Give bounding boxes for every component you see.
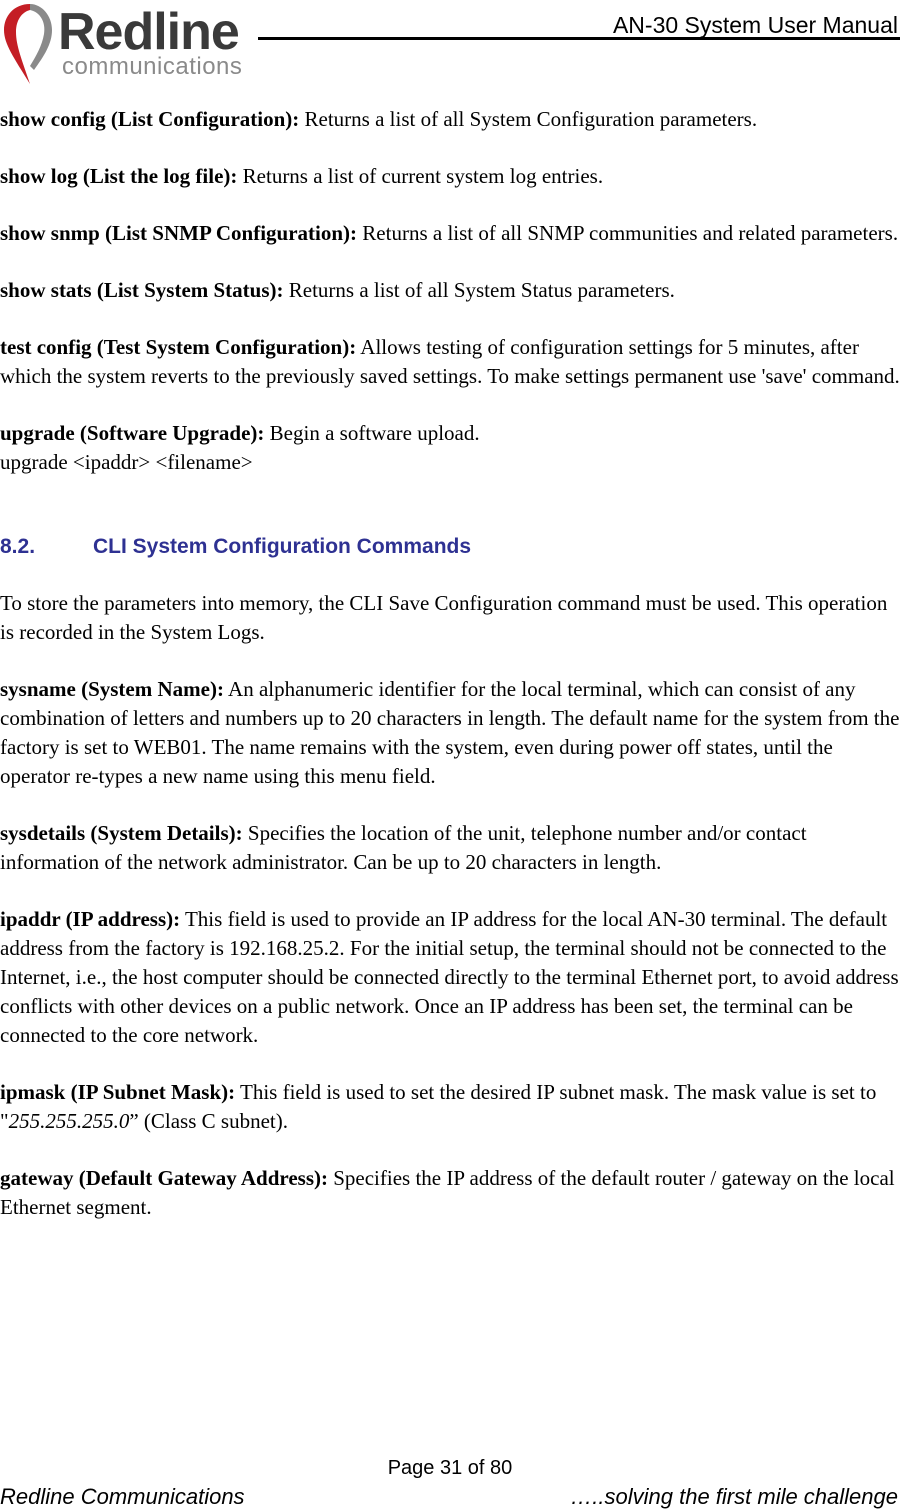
ipmask-value: 255.255.255.0 bbox=[8, 1109, 130, 1133]
entry-gateway bbox=[0, 1164, 900, 1222]
entry-term: show log (List the log file): bbox=[0, 164, 238, 188]
entry-term: show stats (List System Status): bbox=[0, 278, 284, 302]
redline-logo-icon bbox=[0, 0, 60, 90]
entry-show-snmp bbox=[0, 219, 900, 248]
entry-term: ipaddr (IP address): bbox=[0, 907, 181, 931]
entry-show-stats bbox=[0, 276, 900, 305]
entry-text: Allows testing of configuration settings for 5 minutes, after which the system reverts to the previously saved settings. To make settings permanent use 'save' command. bbox=[0, 335, 900, 388]
entry-term: show config (List Configuration): bbox=[0, 107, 300, 131]
footer-company: Redline Communications bbox=[0, 1484, 245, 1509]
entry-sysdetails bbox=[0, 819, 900, 877]
entry-text: Specifies the location of the unit, telephone number and/or contact information of the network administrator. Can be up to 20 characters in length. bbox=[0, 821, 807, 874]
section-number: 8.2. bbox=[0, 535, 36, 558]
logo-wordmark: Redline bbox=[58, 3, 239, 61]
entry-text: Specifies the IP address of the default router / gateway on the local Ethernet segment. bbox=[0, 1166, 895, 1219]
entry-sysname bbox=[0, 675, 900, 791]
entry-text: This field is used to provide an IP address for the local AN-30 terminal. The default address from the factory is 192.168.25.2. For the initial setup, the terminal should not be connected to the Internet, i.e., the host computer should be connected directly to the terminal Ethernet port, to avoid address conflicts with other devices on a public network. Once an IP address has been set, the terminal can be connected to the core network. bbox=[0, 907, 899, 1047]
entry-test-config bbox=[0, 333, 900, 391]
entry-term: sysdetails (System Details): bbox=[0, 821, 243, 845]
section-title: CLI System Configuration Commands bbox=[93, 535, 472, 558]
entry-term: show snmp (List SNMP Configuration): bbox=[0, 221, 358, 245]
entry-show-log bbox=[0, 162, 900, 191]
entry-text: Returns a list of all System Configuration parameters. bbox=[299, 107, 758, 131]
redline-logo bbox=[0, 0, 250, 90]
entry-text-after: ” (Class C subnet). bbox=[129, 1109, 288, 1133]
entry-ipaddr bbox=[0, 905, 900, 1050]
entry-ipmask bbox=[0, 1078, 900, 1136]
entry-text: This field is used to set the desired IP subnet mask. The mask value is set to " bbox=[0, 1080, 877, 1133]
entry-text: Returns a list of all System Status parameters. bbox=[283, 278, 675, 302]
entry-term: sysname (System Name): bbox=[0, 677, 224, 701]
section-intro: To store the parameters into memory, the CLI Save Configuration command must be used. This operation is recorded in the System Logs. bbox=[0, 591, 888, 644]
entry-upgrade bbox=[0, 419, 900, 477]
page-body bbox=[0, 105, 900, 1250]
entry-term: upgrade (Software Upgrade): bbox=[0, 421, 265, 445]
section-heading bbox=[0, 532, 900, 561]
upgrade-syntax: upgrade <ipaddr> <filename> bbox=[0, 450, 253, 474]
entry-term: ipmask (IP Subnet Mask): bbox=[0, 1080, 236, 1104]
entry-text: An alphanumeric identifier for the local terminal, which can consist of any combination of letters and numbers up to 20 characters in length. The default name for the system from the factory is set to WEB01. The name remains with the system, even during power off states, until the operator re-types a new name using this menu field. bbox=[0, 677, 900, 788]
manual-title: AN-30 System User Manual bbox=[612, 12, 898, 38]
entry-term: gateway (Default Gateway Address): bbox=[0, 1166, 328, 1190]
page-header bbox=[0, 0, 900, 92]
page-number: Page 31 of 80 bbox=[387, 1457, 513, 1479]
entry-text: Returns a list of current system log entries. bbox=[237, 164, 604, 188]
logo-subtitle: communications bbox=[62, 53, 243, 80]
footer-tagline: …..solving the first mile challenge bbox=[570, 1484, 898, 1509]
entry-text: Begin a software upload. bbox=[264, 421, 480, 445]
entry-text: Returns a list of all SNMP communities and related parameters. bbox=[357, 221, 899, 245]
entry-show-config bbox=[0, 105, 900, 134]
entry-term: test config (Test System Configuration): bbox=[0, 335, 357, 359]
